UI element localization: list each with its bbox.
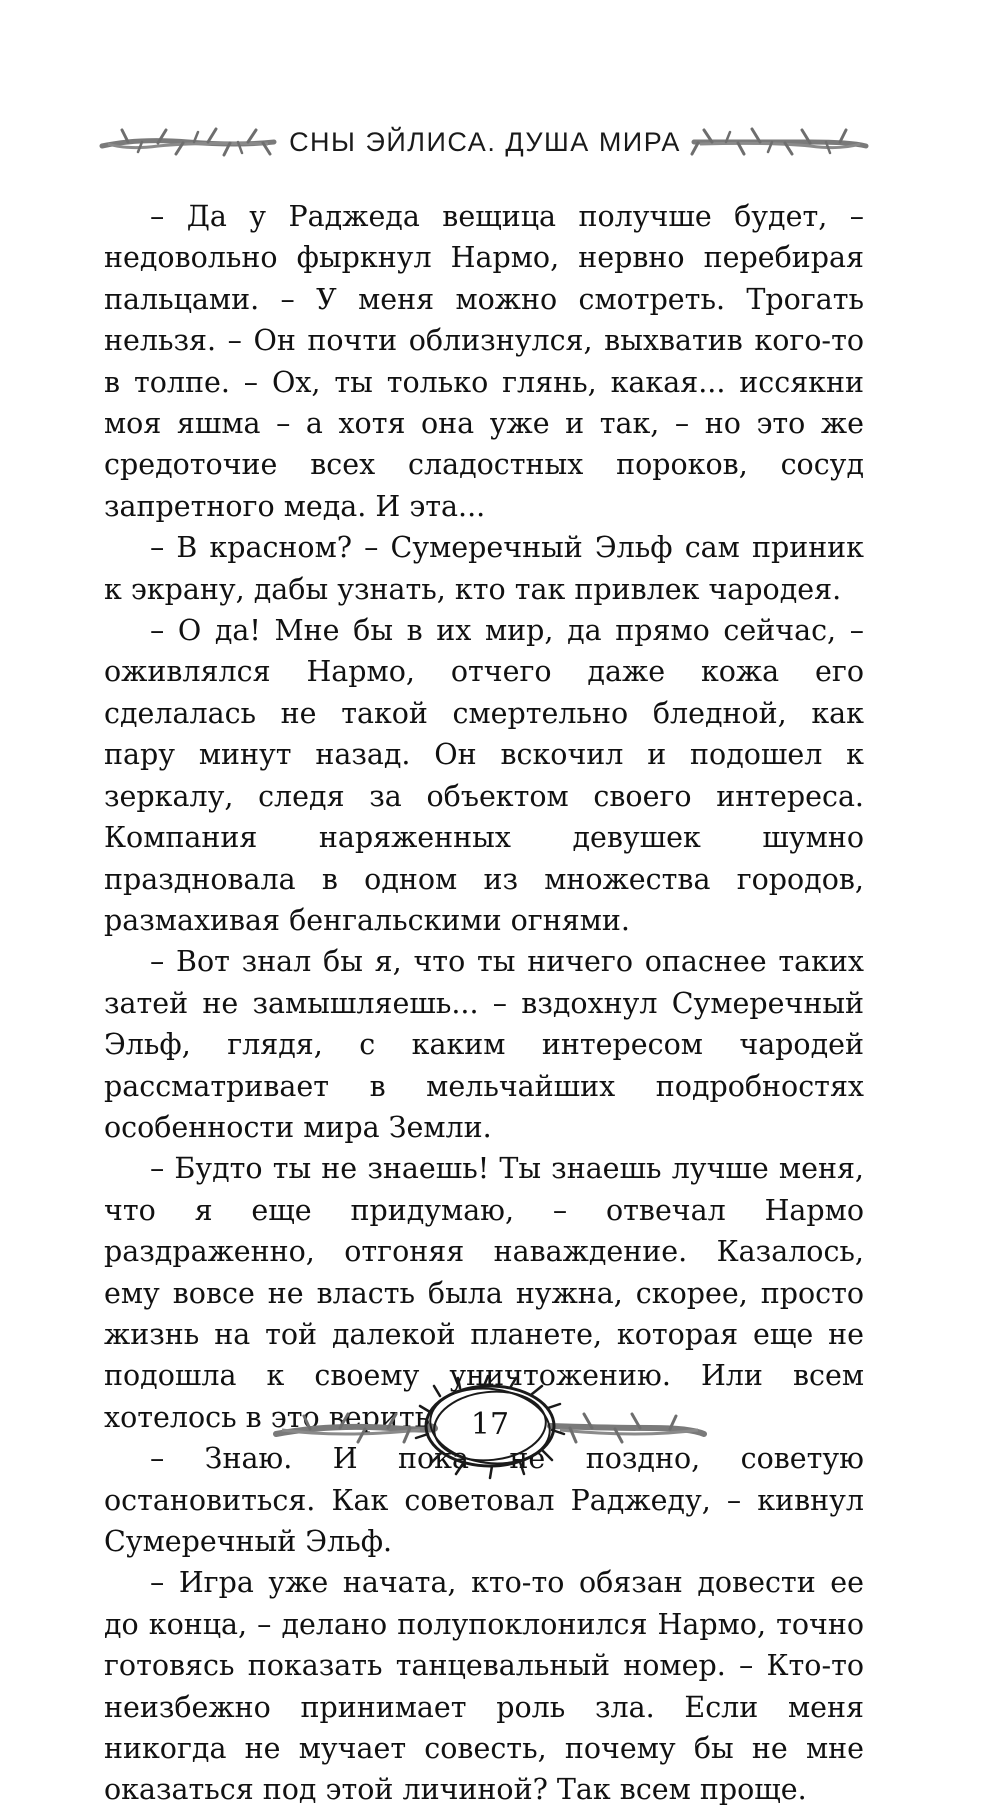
body-text [104,196,864,1811]
thorn-branch-right-ornament [690,124,870,160]
paragraph: – Будто ты не знаешь! Ты знаешь лучше меня, что я еще придумаю, – отвечал Нармо раздраженно, отгоняя наваждение. Казалось, ему вовсе не власть была нужна, скорее, просто жизнь на той далекой планете, которая еще не подошла к своему уничтожению. Или всем хотелось в это верить. [104,1152,864,1434]
paragraph: – Вот знал бы я, что ты ничего опаснее таких затей не замышляешь... – вздохнул Сумеречный Эльф, глядя, с каким интересом чародей рассматривает в мельчайших подробностях особенности мира Земли. [104,945,864,1144]
paragraph: – Знаю. И пока не поздно, советую остановиться. Как советовал Раджеду, – кивнул Сумеречный Эльф. [104,1442,864,1558]
paragraph: – О да! Мне бы в их мир, да прямо сейчас, – оживлялся Нармо, отчего даже кожа его сделалась не такой смертельно бледной, как пару минут назад. Он вскочил и подошел к зеркалу, следя за объектом своего интереса. Компания наряженных девушек шумно праздновала в одном из множества городов, размахивая бенгальскими огнями. [104,614,864,937]
page-footer [0,1372,1000,1480]
paragraph: – Игра уже начата, кто-то обязан довести ее до конца, – делано полупоклонился Нармо, точно готовясь показать танцевальный номер. – Кто-то неизбежно принимает роль зла. Если меня никогда не мучает совесть, почему бы не мне оказаться под этой личиной? Так всем проще. [104,1566,864,1807]
page-number: 17 [470,1407,510,1442]
paragraph: – Да у Раджеда вещица получше будет, – недовольно фыркнул Нармо, нервно перебирая пальцами. – У меня можно смотреть. Трогать нельзя. – Он почти облизнулся, выхватив кого-то в толпе. – Ох, ты только глянь, какая... иссякни моя яшма – а хотя она уже и так, – но это же средоточие всех сладостных пороков, сосуд запретного меда. И эта... [104,200,864,523]
paragraph: – В красном? – Сумеречный Эльф сам приник к экрану, дабы узнать, кто так привлек чародея. [104,531,864,606]
running-header [0,112,1000,172]
thorn-branch-left-ornament [98,124,278,160]
running-title: СНЫ ЭЙЛИСА. ДУША МИРА [289,127,681,157]
